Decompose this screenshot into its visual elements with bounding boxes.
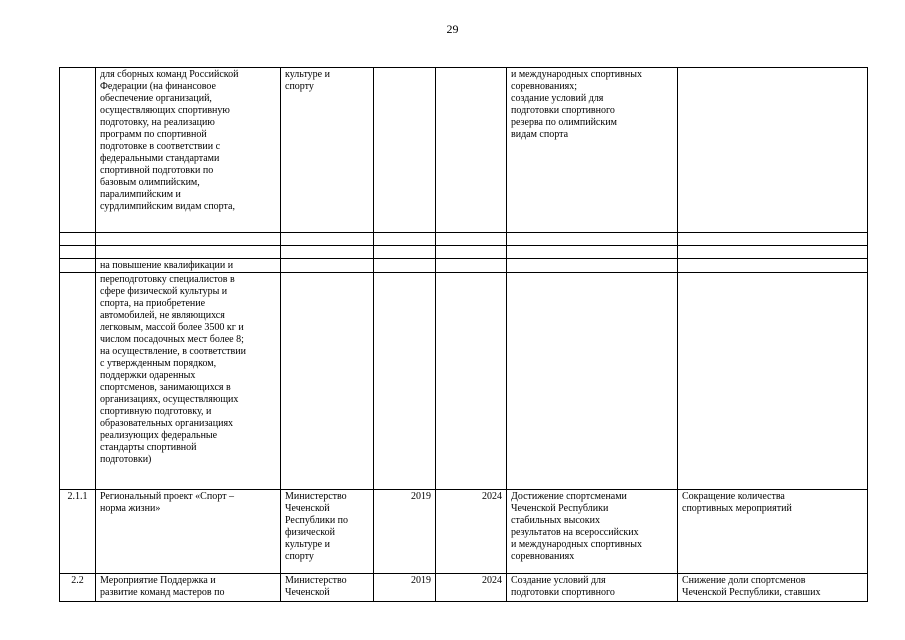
- start-year: [374, 233, 436, 246]
- start-year: 2019: [374, 490, 436, 574]
- table-row: [60, 259, 868, 273]
- table-row: [60, 233, 868, 246]
- program-table: [59, 67, 868, 602]
- consequence: [678, 233, 868, 246]
- row-number: [60, 68, 96, 233]
- measure-name: Региональный проект «Спорт – норма жизни»: [96, 490, 281, 574]
- end-year: [436, 233, 507, 246]
- consequence: [678, 273, 868, 490]
- table-row: [60, 574, 868, 602]
- row-number: [60, 233, 96, 246]
- expected-result: [507, 246, 678, 259]
- end-year: 2024: [436, 490, 507, 574]
- start-year: 2019: [374, 574, 436, 602]
- expected-result: [507, 273, 678, 490]
- consequence: Сокращение количества спортивных мероприятий: [678, 490, 868, 574]
- consequence: [678, 68, 868, 233]
- end-year: [436, 259, 507, 273]
- end-year: [436, 246, 507, 259]
- table-row: [60, 68, 868, 233]
- executor: Министерство Чеченской: [281, 574, 374, 602]
- expected-result: [507, 259, 678, 273]
- expected-result: Создание условий для подготовки спортивного: [507, 574, 678, 602]
- measure-name: [96, 233, 281, 246]
- expected-result: Достижение спортсменами Чеченской Республики стабильных высоких результатов на всероссийских и международных спортивных соревнованиях: [507, 490, 678, 574]
- end-year: 2024: [436, 574, 507, 602]
- executor: Министерство Чеченской Республики по физической культуре и спорту: [281, 490, 374, 574]
- executor: культуре и спорту: [281, 68, 374, 233]
- page-number: 29: [446, 22, 459, 36]
- executor: [281, 233, 374, 246]
- expected-result: [507, 233, 678, 246]
- measure-name: на повышение квалификации и: [96, 259, 281, 273]
- table-row: [60, 273, 868, 490]
- row-number: [60, 246, 96, 259]
- measure-name: для сборных команд Российской Федерации (на финансовое обеспечение организаций, осуществляющих спортивную подготовку, на реализацию программ по спортивной подготовке в соответствии с федеральными стандартами спортивной подготовки по базовым олимпийским, паралимпийским и сурдлимпийским видам спорта,: [96, 68, 281, 233]
- start-year: [374, 68, 436, 233]
- consequence: [678, 259, 868, 273]
- expected-result: и международных спортивных соревнованиях; создание условий для подготовки спортивного резерва по олимпийским видам спорта: [507, 68, 678, 233]
- executor: [281, 246, 374, 259]
- consequence: [678, 246, 868, 259]
- start-year: [374, 259, 436, 273]
- start-year: [374, 246, 436, 259]
- table-row: [60, 246, 868, 259]
- measure-name: переподготовку специалистов в сфере физической культуры и спорта, на приобретение автомобилей, не являющихся легковым, массой более 3500 кг и числом посадочных мест более 8; на осуществление, в соответствии с утвержденным порядком, поддержки одаренных спортсменов, занимающихся в организациях, осуществляющих спортивную подготовку, и образовательных организациях реализующих федеральные стандарты спортивной подготовки): [96, 273, 281, 490]
- end-year: [436, 273, 507, 490]
- executor: [281, 259, 374, 273]
- measure-name: [96, 246, 281, 259]
- measure-name: Мероприятие Поддержка и развитие команд мастеров по: [96, 574, 281, 602]
- start-year: [374, 273, 436, 490]
- end-year: [436, 68, 507, 233]
- executor: [281, 273, 374, 490]
- row-number: 2.1.1: [60, 490, 96, 574]
- row-number: [60, 273, 96, 490]
- row-number: [60, 259, 96, 273]
- row-number: 2.2: [60, 574, 96, 602]
- table-row: [60, 490, 868, 574]
- consequence: Снижение доли спортсменов Чеченской Республики, ставших: [678, 574, 868, 602]
